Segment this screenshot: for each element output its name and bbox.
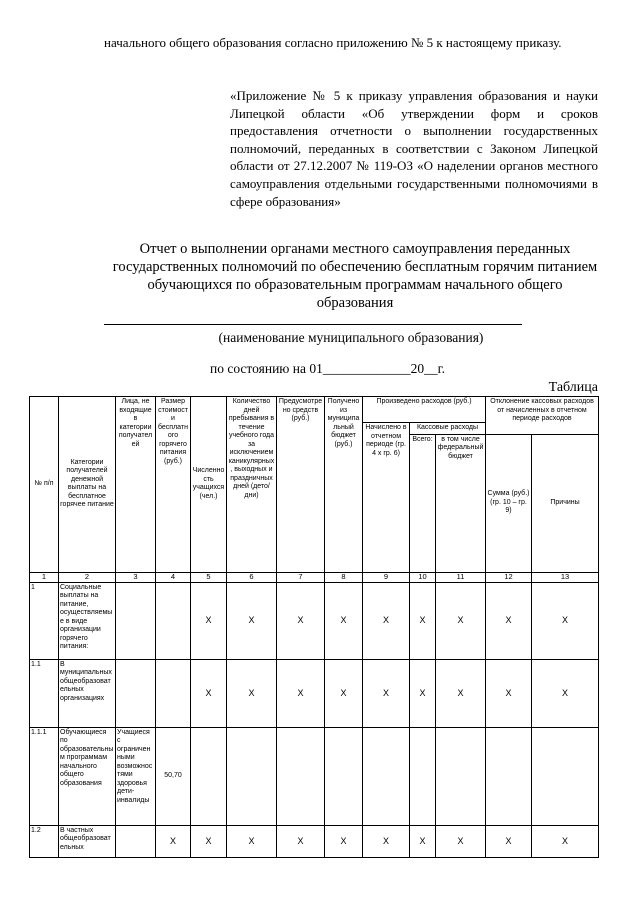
header-count: Численность учащихся (чел.) [191,397,227,573]
row-mark: X [277,582,325,659]
row-mark: X [486,825,532,857]
header-planned: Предусмотрено средств (руб.) [277,397,325,573]
row-mark: X [277,659,325,727]
row-persons [116,582,156,659]
table-row [30,659,599,727]
row-mark: X [532,659,599,727]
report-title: Отчет о выполнении органами местного самоуправления переданных государственных полномочий по обеспечению бесплатным горячим питанием обучающихся по образовательным программам начального общего образования [112,241,598,311]
col-number: 13 [532,572,599,582]
header-days: Количество дней пребывания в течение учебного года за исключением каникулярных, выходных и праздничных дней (дето/дни) [227,397,277,573]
row-persons [116,659,156,727]
row-mark: X [436,825,486,857]
row-mark [436,727,486,825]
header-cash: Кассовые расходы [410,423,486,435]
col-number: 1 [30,572,59,582]
row-num: 1.1 [30,659,59,727]
header-sum: Сумма (руб.) (гр. 10 – гр. 9) [486,434,532,572]
row-mark: X [325,825,363,857]
header-cost: Размер стоимости бесплатного горячего питания (руб.) [156,397,191,573]
row-persons [116,825,156,857]
col-number: 12 [486,572,532,582]
row-mark: X [410,582,436,659]
header-reasons: Причины [532,434,599,572]
row-mark: X [156,825,191,857]
row-cost: 50,70 [156,727,191,825]
row-mark: X [410,825,436,857]
row-num: 1 [30,582,59,659]
municipality-caption: (наименование муниципального образования) [218,330,484,345]
header-num: № п/п [30,397,59,573]
table-row [30,825,599,857]
municipality-underline [104,324,522,325]
row-mark: X [227,659,277,727]
row-mark: X [227,582,277,659]
header-persons: Лица, не входящие в категории получателей [116,397,156,573]
appendix-paragraph: «Приложение № 5 к приказу управления образования и науки Липецкой области «Об утверждении форм и сроков предоставления отчетности о выполнении государственных полномочий, переданных в соответствии с Законом Липецкой области от 27.12.2007 № 119-ОЗ «О наделении органов местного самоуправления отдельными государственными полномочиями в сфере образования» [230,88,598,209]
column-numbers-row [30,572,599,582]
row-mark: X [227,825,277,857]
col-number: 7 [277,572,325,582]
row-category: Обучающиеся по образовательным программам начального общего образования [59,727,116,825]
col-number: 6 [227,572,277,582]
col-number: 3 [116,572,156,582]
row-mark: X [410,659,436,727]
table-row [30,582,599,659]
row-cost [156,659,191,727]
header-expenses: Произведено расходов (руб.) [363,397,486,423]
header-category: Категории получателей денежной выплаты на бесплатное горячее питание [59,397,116,573]
row-mark [363,727,410,825]
table-label: Таблица [548,380,598,395]
col-number: 11 [436,572,486,582]
row-mark: X [191,825,227,857]
row-category: Социальные выплаты на питание, осуществляемые в виде организации горячего питания: [59,582,116,659]
row-mark: X [363,582,410,659]
row-mark [410,727,436,825]
row-mark: X [191,582,227,659]
row-persons: Учащиеся с ограниченными возможностями здоровья дети-инвалиды [116,727,156,825]
row-mark: X [191,659,227,727]
col-number: 2 [59,572,116,582]
header-received: Получено из муниципальный бюджет (руб.) [325,397,363,573]
row-mark [532,727,599,825]
col-number: 5 [191,572,227,582]
row-mark: X [486,582,532,659]
row-mark: X [363,659,410,727]
row-mark: X [277,825,325,857]
row-mark: X [325,659,363,727]
row-mark [227,727,277,825]
col-number: 4 [156,572,191,582]
row-mark: X [532,825,599,857]
row-cost [156,582,191,659]
intro-paragraph: начального общего образования согласно приложению № 5 к настоящему приказу. [104,35,562,50]
row-mark [191,727,227,825]
row-mark: X [363,825,410,857]
report-table [29,396,599,858]
col-number: 10 [410,572,436,582]
table-row [30,727,599,825]
header-accrued: Начислено в отчетном периоде (гр. 4 х гр. 6) [363,423,410,573]
row-mark: X [436,582,486,659]
state-date-line: по состоянию на 01_____________20__г. [210,361,445,376]
row-num: 1.1.1 [30,727,59,825]
row-mark: X [325,582,363,659]
row-category: В частных общеобразовательных [59,825,116,857]
col-number: 9 [363,572,410,582]
header-deviation: Отклонение кассовых расходов от начисленных в отчетном периоде расходов [486,397,599,435]
row-num: 1.2 [30,825,59,857]
col-number: 8 [325,572,363,582]
row-mark [325,727,363,825]
row-mark: X [436,659,486,727]
row-mark [277,727,325,825]
header-total: Всего: [410,434,436,572]
row-category: В муниципальных общеобразовательных организациях [59,659,116,727]
header-federal: в том числе федеральный бюджет [436,434,486,572]
row-mark: X [532,582,599,659]
row-mark [486,727,532,825]
row-mark: X [486,659,532,727]
